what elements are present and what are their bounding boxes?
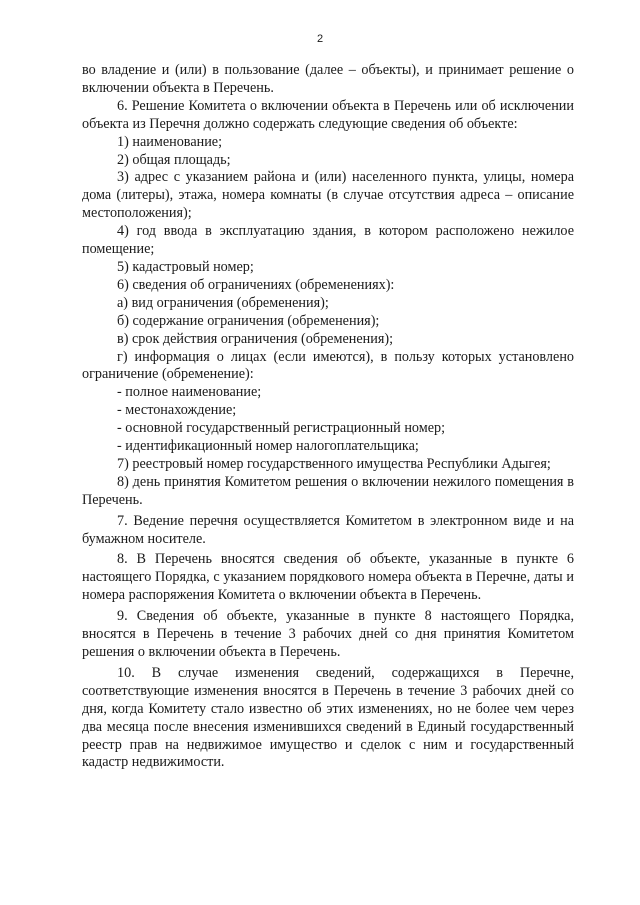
paragraph-item-7: 7. Ведение перечня осуществляется Комитетом в электронном виде и на бумажном носителе. — [82, 512, 574, 547]
list-item-full-name: - полное наименование; — [117, 384, 262, 401]
paragraph-item-6: 6. Решение Комитета о включении объекта в Перечень или об исключении объекта из Перечня должно содержать следующие сведения об объекте: — [82, 97, 574, 132]
paragraph-item-8: 8. В Перечень вносятся сведения об объекте, указанные в пункте 6 настоящего Порядка, с указанием порядкового номера объекта в Перечне, даты и номера распоряжения Комитета о включении объекта в Перечень. — [82, 551, 574, 604]
list-item-location: - местонахождение; — [117, 402, 237, 419]
list-item-name: 1) наименование; — [117, 133, 223, 150]
list-item-inn: - идентификационный номер налогоплательщика; — [117, 438, 419, 455]
paragraph-item-9: 9. Сведения об объекте, указанные в пункте 8 настоящего Порядка, вносятся в Перечень в течение 3 рабочих дней со дня принятия Комитетом решения о включении объекта в Перечень. — [82, 608, 574, 660]
list-item-ogrn: - основной государственный регистрационный номер; — [117, 420, 446, 437]
paragraph-item-10: 10. В случае изменения сведений, содержащихся в Перечне, соответствующие изменения вносятся в Перечень в течение 3 рабочих дней со дня, когда Комитету стало известно об этих изменениях, но не более чем через два месяца после внесения изменившихся сведений в Единый государственный реестр прав на недвижимое имущество и сделок с ним и государственный кадастр недвижимости. — [82, 664, 574, 771]
list-item-decision-day: 8) день принятия Комитетом решения о включении нежилого помещения в Перечень. — [82, 473, 574, 508]
page-number: 2 — [316, 33, 324, 45]
list-item-restriction-persons: г) информация о лицах (если имеются), в пользу которых установлено ограничение (обременение): — [82, 348, 574, 383]
list-item-restriction-term: в) срок действия ограничения (обременения); — [117, 330, 394, 347]
list-item-year: 4) год ввода в эксплуатацию здания, в котором расположено нежилое помещение; — [82, 223, 574, 258]
document-body — [82, 62, 574, 772]
paragraph-continuation: во владение и (или) в пользование (далее – объекты), и принимает решение о включении объекта в Перечень. — [82, 62, 574, 96]
list-item-restriction-type: а) вид ограничения (обременения); — [117, 294, 329, 311]
list-item-restriction-content: б) содержание ограничения (обременения); — [117, 312, 380, 329]
list-item-restrictions: 6) сведения об ограничениях (обременениях): — [117, 276, 395, 293]
list-item-address: 3) адрес с указанием района и (или) населенного пункта, улицы, номера дома (литеры), этажа, номера комнаты (в случае отсутствия адреса – описание местоположения); — [82, 169, 574, 222]
list-item-registry-number: 7) реестровый номер государственного имущества Республики Адыгея; — [117, 455, 551, 472]
list-item-area: 2) общая площадь; — [117, 151, 231, 168]
list-item-cadastral: 5) кадастровый номер; — [117, 258, 254, 275]
